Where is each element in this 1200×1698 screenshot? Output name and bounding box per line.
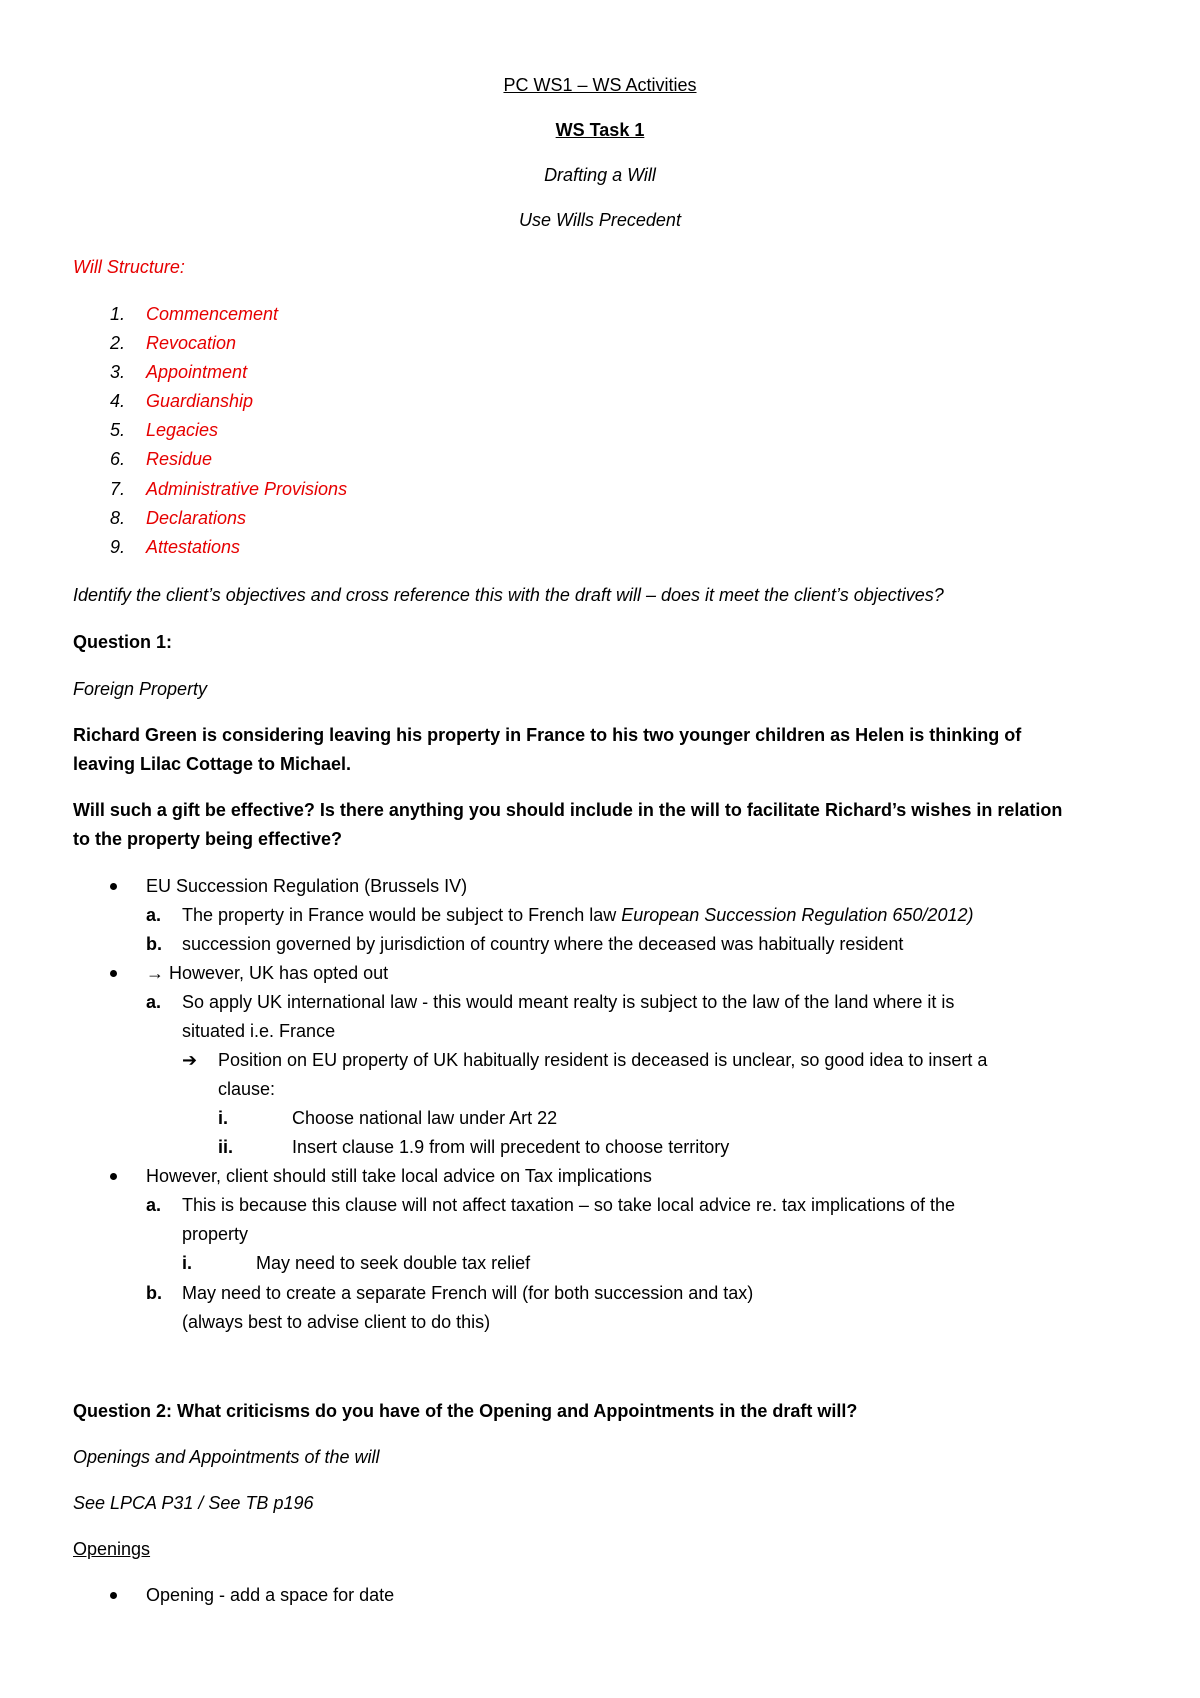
list-number: 3. — [110, 362, 126, 382]
bullet-icon — [110, 1173, 117, 1180]
roman-marker: i. — [182, 1253, 193, 1273]
list-number: 1. — [110, 304, 126, 324]
answer-sub-item: The property in France would be subject to French law European Succession Regulation 650/2012) — [182, 905, 974, 925]
list-item: Administrative Provisions — [146, 479, 348, 499]
answer-sub-item-cont: property — [182, 1224, 249, 1244]
bullet-icon — [110, 1592, 117, 1599]
answer-bullet: Opening - add a space for date — [146, 1585, 395, 1605]
list-item: Declarations — [146, 508, 247, 528]
scenario-line: leaving Lilac Cottage to Michael. — [73, 754, 352, 774]
question-line: Will such a gift be effective? Is there anything you should include in the will to facilitate Richard’s wishes in relation — [73, 800, 1063, 820]
list-number: 7. — [110, 479, 126, 499]
answer-sub-item: This is because this clause will not affect taxation – so take local advice re. tax implications of the — [182, 1195, 956, 1215]
roman-item: May need to seek double tax relief — [256, 1253, 531, 1273]
sub-marker: a. — [146, 905, 162, 925]
arrow-right-icon: → — [146, 963, 164, 983]
answer-sub-item: May need to create a separate French will (for both succession and tax) — [182, 1283, 754, 1303]
bullet-icon — [110, 883, 117, 890]
roman-marker: ii. — [218, 1137, 234, 1157]
precedent-note: Use Wills Precedent — [519, 210, 681, 230]
scenario-line: Richard Green is considering leaving his property in France to his two younger children as Helen is thinking of — [73, 725, 1022, 745]
task-subtitle: Drafting a Will — [544, 165, 656, 185]
answer-bullet: EU Succession Regulation (Brussels IV) — [146, 876, 468, 896]
list-number: 4. — [110, 391, 126, 411]
list-number: 6. — [110, 449, 126, 469]
sub-marker: a. — [146, 992, 162, 1012]
list-item: Commencement — [146, 304, 279, 324]
list-item: Revocation — [146, 333, 237, 353]
list-item: Appointment — [146, 362, 248, 382]
question-2-heading: Question 2: What criticisms do you have of the Opening and Appointments in the draft will? — [73, 1401, 858, 1421]
list-number: 5. — [110, 420, 126, 440]
list-item: Attestations — [146, 537, 241, 557]
document-title: PC WS1 – WS Activities — [503, 75, 697, 95]
answer-bullet: However, client should still take local advice on Tax implications — [146, 1166, 652, 1186]
roman-item: Insert clause 1.9 from will precedent to choose territory — [292, 1137, 730, 1157]
list-item: Legacies — [146, 420, 219, 440]
roman-marker: i. — [218, 1108, 229, 1128]
sub-marker: a. — [146, 1195, 162, 1215]
list-item: Guardianship — [146, 391, 254, 411]
openings-heading: Openings — [73, 1539, 151, 1559]
list-number: 2. — [110, 333, 126, 353]
answer-bullet: → However, UK has opted out — [146, 963, 389, 983]
sub-marker: b. — [146, 934, 162, 954]
arrow-point: Position on EU property of UK habitually resident is deceased is unclear, so good idea to insert a — [218, 1050, 988, 1070]
list-number: 8. — [110, 508, 126, 528]
bullet-icon — [110, 970, 117, 977]
arrow-point-cont: clause: — [218, 1079, 276, 1099]
question-1-heading: Question 1: — [73, 632, 173, 652]
arrow-right-icon: ➔ — [182, 1050, 198, 1070]
question-1-topic: Foreign Property — [73, 679, 208, 699]
task-heading: WS Task 1 — [555, 120, 645, 140]
question-2-topic: Openings and Appointments of the will — [73, 1447, 380, 1467]
answer-sub-item: So apply UK international law - this would meant realty is subject to the law of the land where it is — [182, 992, 955, 1012]
answer-sub-item-cont: (always best to advise client to do this) — [182, 1312, 491, 1332]
objectives-note: Identify the client’s objectives and cross reference this with the draft will – does it meet the client’s objectives? — [73, 585, 944, 605]
list-number: 9. — [110, 537, 126, 557]
list-item: Residue — [146, 449, 213, 469]
will-structure-heading: Will Structure: — [73, 257, 185, 277]
question-line: to the property being effective? — [73, 829, 343, 849]
reference-note: See LPCA P31 / See TB p196 — [73, 1493, 314, 1513]
sub-marker: b. — [146, 1283, 162, 1303]
answer-sub-item: succession governed by jurisdiction of country where the deceased was habitually resident — [182, 934, 904, 954]
roman-item: Choose national law under Art 22 — [292, 1108, 558, 1128]
answer-sub-item-cont: situated i.e. France — [182, 1021, 336, 1041]
